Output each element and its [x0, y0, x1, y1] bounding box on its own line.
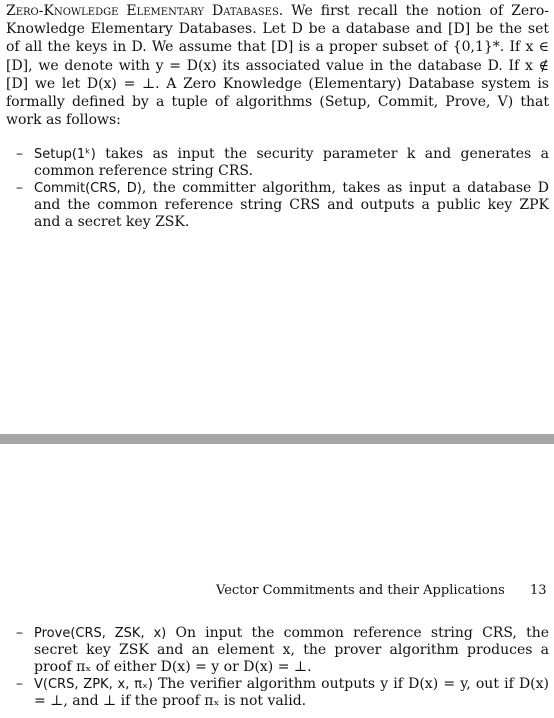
algorithm-description: takes as input the security parameter k and generates a common reference string CRS.	[34, 146, 549, 179]
intro-paragraph	[6, 2, 549, 129]
list-item	[6, 180, 549, 231]
algorithm-description: The verifier algorithm outputs y if D(x) = y, out if D(x) = ⊥, and ⊥ if the proof πₓ is not valid.	[34, 676, 549, 709]
list-dash: –	[16, 676, 23, 692]
list-item	[6, 625, 549, 676]
algorithm-description: On input the common reference string CRS, the secret key ZSK and an element x, the prover algorithm produces a proof πₓ of either D(x) = y or D(x) = ⊥.	[34, 625, 549, 675]
list-dash: –	[16, 180, 23, 196]
paragraph-body: We first recall the notion of Zero-Knowledge Elementary Databases. Let D be a database and [D] be the set of all the keys in D. We assume that [D] is a proper subset of {0,1}*. If x ∈ [D], we denote with y = D(x) its associated value in the database D. If x ∉ [D] we let D(x) = ⊥. A Zero Knowledge (Elementary) Database system is formally defined by a tuple of algorithms (Setup, Commit, Prove, V) that work as follows:	[6, 3, 550, 129]
list-item	[6, 676, 549, 710]
algorithm-list-bottom	[6, 625, 549, 710]
list-dash: –	[16, 146, 23, 162]
list-dash: –	[16, 625, 23, 641]
algorithm-name: Prove(CRS, ZSK, x)	[34, 626, 167, 641]
algorithm-name: Commit(CRS, D)	[34, 181, 142, 196]
list-item	[6, 146, 549, 180]
algorithm-list-top	[6, 146, 549, 231]
algorithm-name: Setup(1ᵏ)	[34, 147, 96, 162]
page-divider	[0, 434, 554, 444]
algorithm-name: V(CRS, ZPK, x, πₓ)	[34, 677, 153, 692]
paragraph-heading: Zero-Knowledge Elementary Databases.	[6, 3, 284, 19]
algorithm-description: , the committer algorithm, takes as input a database D and the common reference string CRS and outputs a public key ZPK and a secret key ZSK.	[34, 180, 549, 230]
running-head-title: Vector Commitments and their Applications	[216, 583, 505, 598]
page-number: 13	[530, 583, 547, 598]
